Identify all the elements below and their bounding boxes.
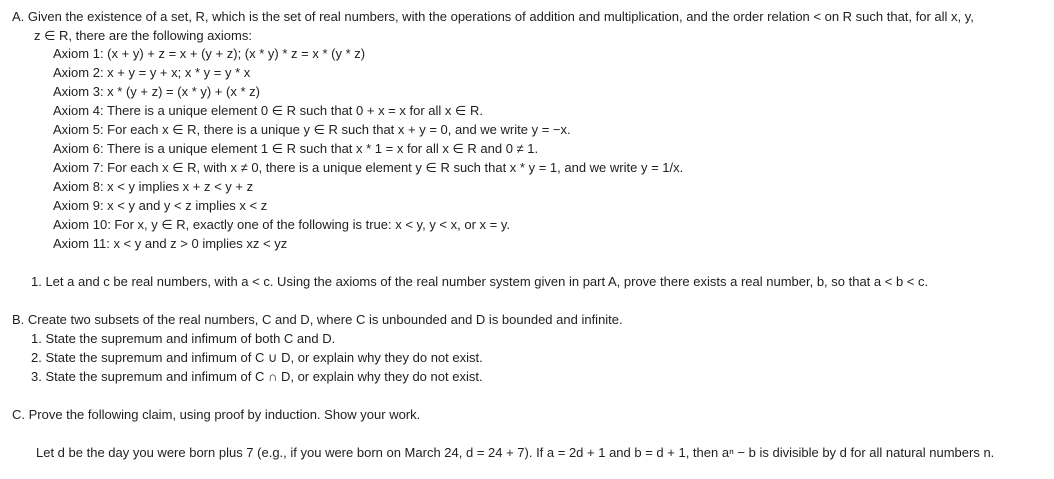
axiom-1: Axiom 1: (x + y) + z = x + (y + z); (x * y) * z = x * (y * z) — [53, 46, 366, 61]
axiom-6: Axiom 6: There is a unique element 1 ∈ R such that x * 1 = x for all x ∈ R and 0 ≠ 1. — [53, 141, 539, 156]
axiom-2: Axiom 2: x + y = y + x; x * y = y * x — [53, 65, 251, 80]
part-b-item-1: 1. State the supremum and infimum of both C and D. — [31, 331, 336, 346]
axiom-8: Axiom 8: x < y implies x + z < y + z — [53, 179, 254, 194]
axiom-5: Axiom 5: For each x ∈ R, there is a unique y ∈ R such that x + y = 0, and we write y = −x. — [53, 122, 571, 137]
part-c-claim: Let d be the day you were born plus 7 (e.g., if you were born on March 24, d = 24 + 7). If a = 2d + 1 and b = d + 1, then aⁿ − b is divisible by d for all natural numbers n. — [36, 445, 995, 460]
axiom-7: Axiom 7: For each x ∈ R, with x ≠ 0, there is a unique element y ∈ R such that x * y = 1, and we write y = 1/x. — [53, 160, 684, 175]
part-c-intro: C. Prove the following claim, using proof by induction. Show your work. — [12, 407, 421, 422]
axiom-11: Axiom 11: x < y and z > 0 implies xz < yz — [53, 236, 288, 251]
part-a-intro-line1: A. Given the existence of a set, R, which is the set of real numbers, with the operations of addition and multiplication, and the order relation < on R such that, for all x, y, — [12, 9, 974, 24]
part-b-item-2: 2. State the supremum and infimum of C ∪ D, or explain why they do not exist. — [31, 350, 483, 365]
axiom-10: Axiom 10: For x, y ∈ R, exactly one of the following is true: x < y, y < x, or x = y. — [53, 217, 510, 232]
part-b-item-3: 3. State the supremum and infimum of C ∩ D, or explain why they do not exist. — [31, 369, 483, 384]
part-b-intro: B. Create two subsets of the real numbers, C and D, where C is unbounded and D is bounded and infinite. — [12, 312, 623, 327]
axiom-9: Axiom 9: x < y and y < z implies x < z — [53, 198, 268, 213]
axiom-4: Axiom 4: There is a unique element 0 ∈ R such that 0 + x = x for all x ∈ R. — [53, 103, 483, 118]
part-a-question-1: 1. Let a and c be real numbers, with a < c. Using the axioms of the real number system given in part A, prove there exists a real number, b, so that a < b < c. — [31, 274, 929, 289]
axiom-3: Axiom 3: x * (y + z) = (x * y) + (x * z) — [53, 84, 260, 99]
part-a-intro-line2: z ∈ R, there are the following axioms: — [34, 28, 252, 43]
